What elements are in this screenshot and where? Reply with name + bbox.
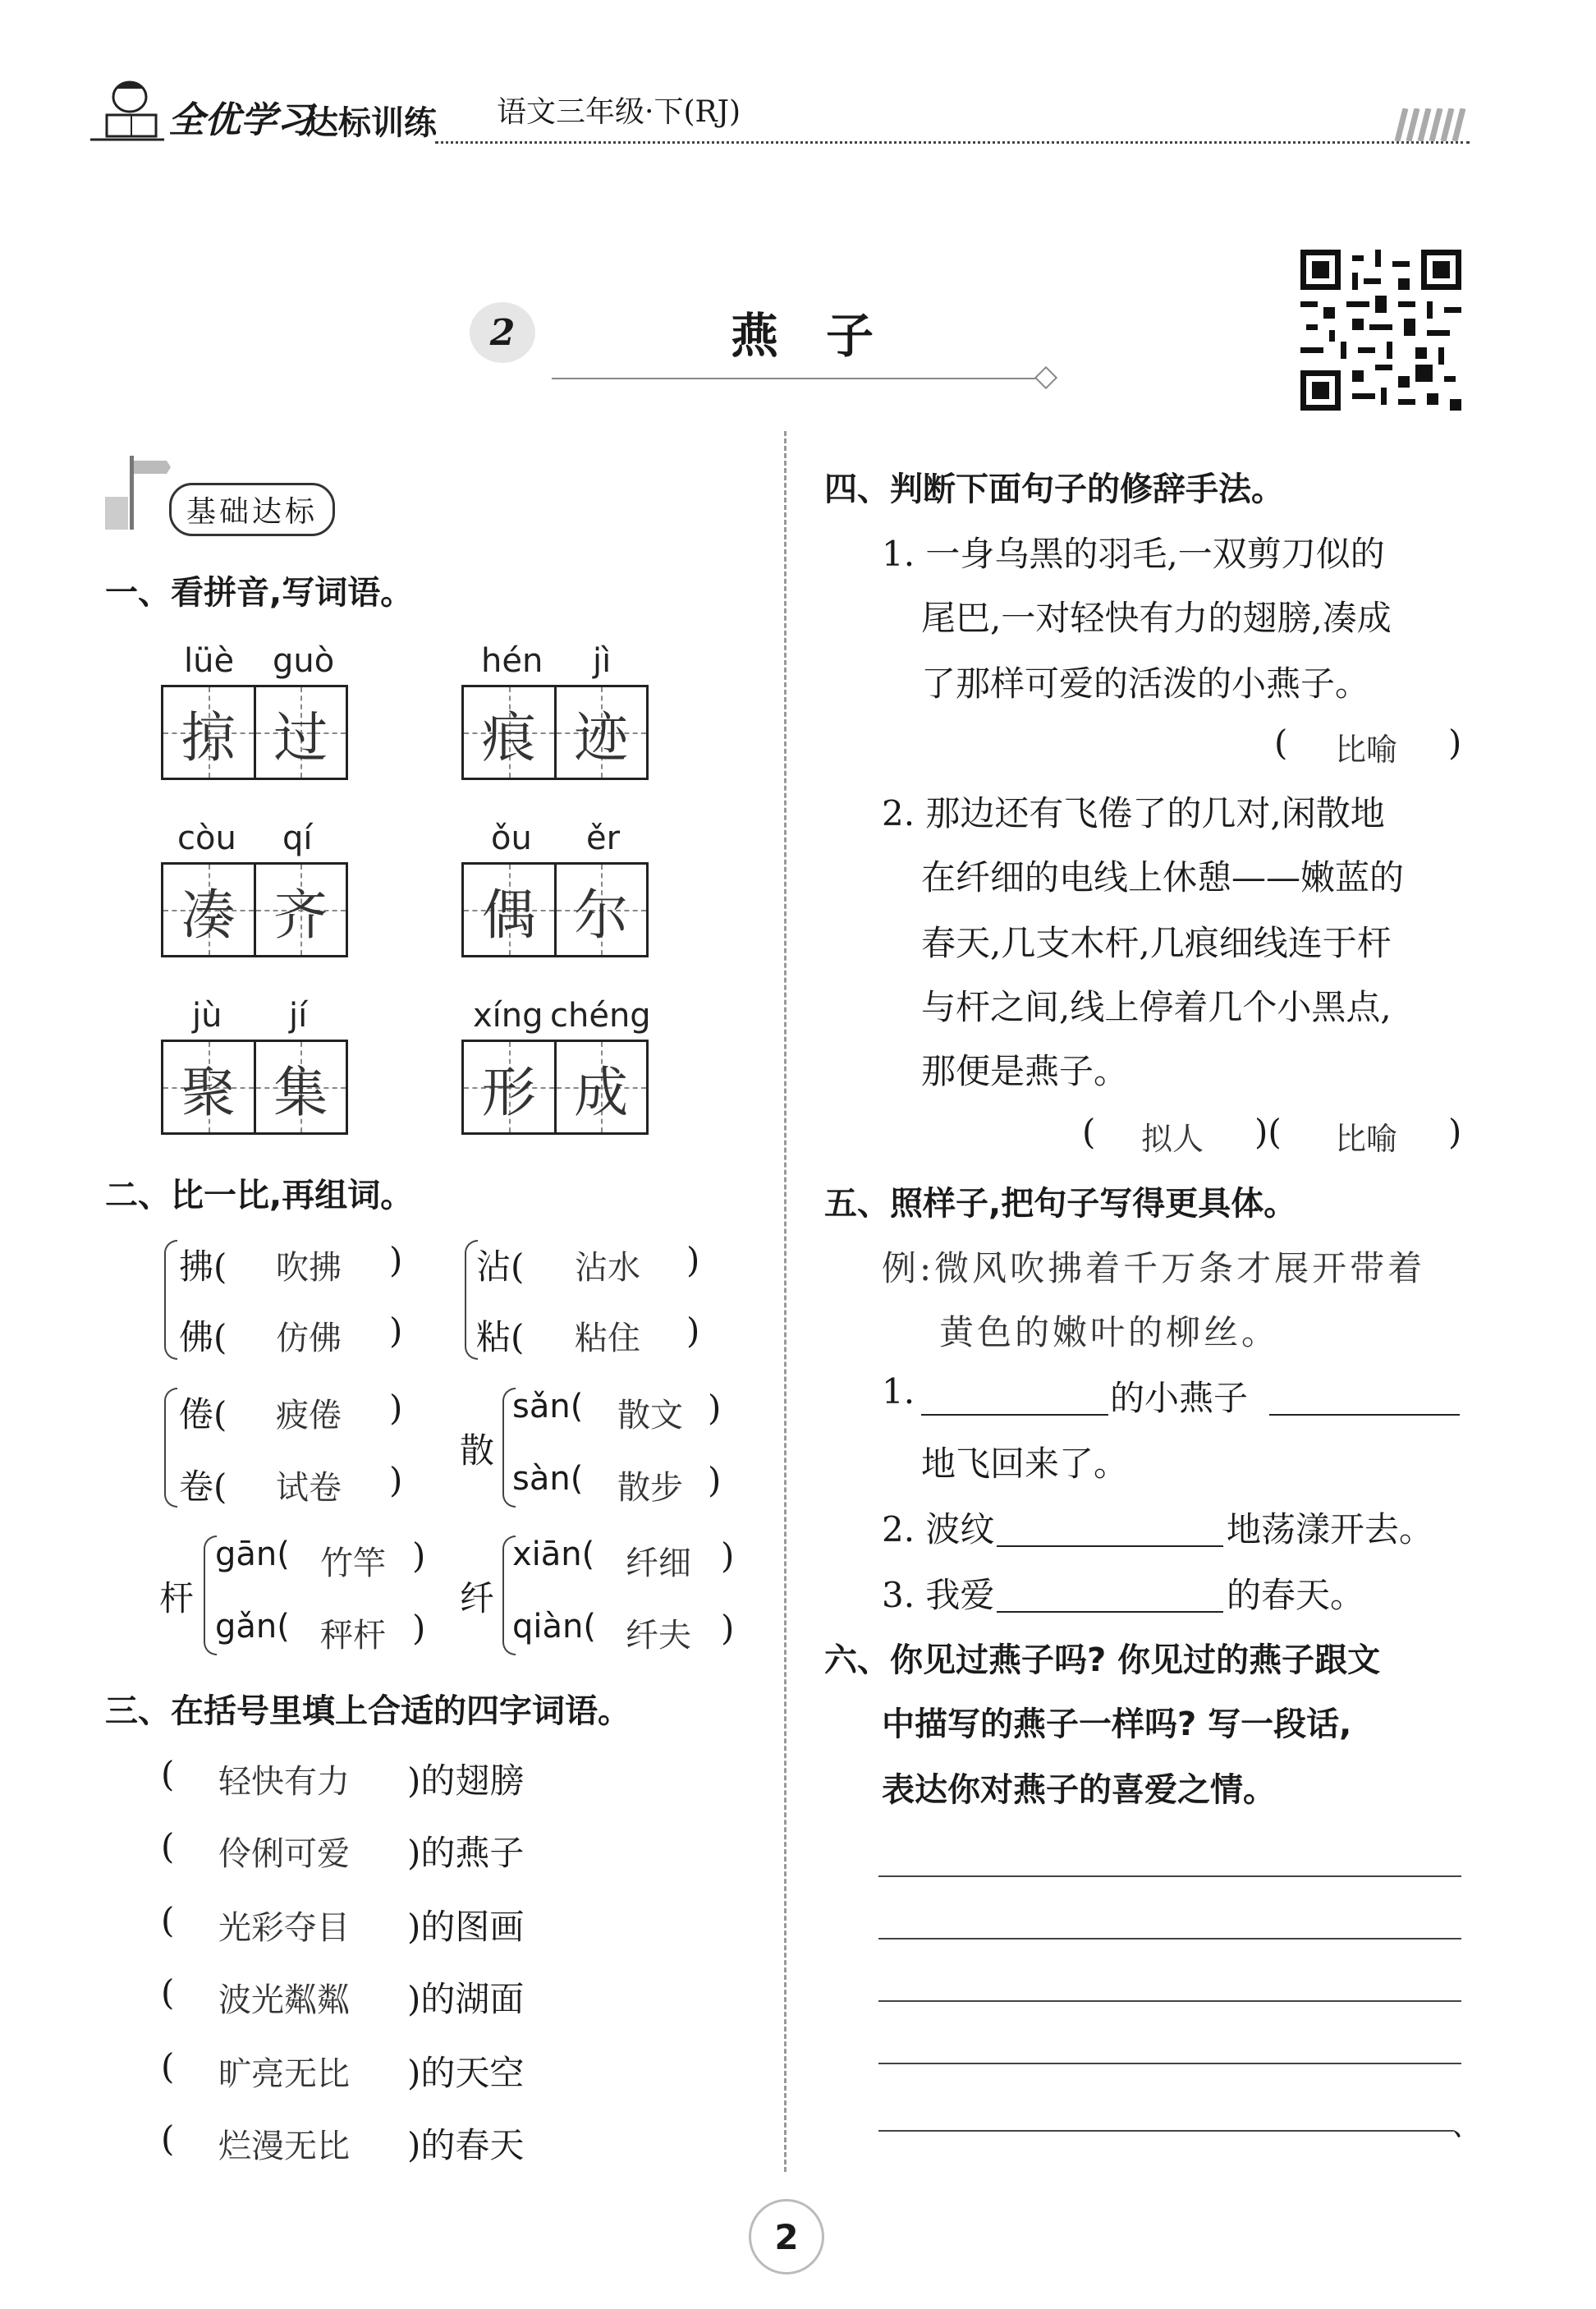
compare-answer[interactable]: 竹竿 (320, 1545, 386, 1582)
compare-char: sǎn( (512, 1388, 584, 1425)
open-paren: ( (161, 1754, 175, 1794)
qr-code-icon[interactable] (1300, 250, 1461, 411)
word-grid (161, 685, 348, 780)
page-number-badge (749, 2199, 824, 2275)
title-underline-diamond (1034, 366, 1057, 389)
compare-close: ) (686, 1311, 700, 1351)
item-1-text: 的小燕子 (1110, 1378, 1249, 1418)
q5-title: 五、照样子,把句子写得更具体。 (824, 1185, 1297, 1223)
polyphone-char: 散 (460, 1430, 495, 1471)
item-2-text: 地荡漾开去。 (1227, 1509, 1434, 1549)
compare-answer[interactable]: 试卷 (276, 1469, 342, 1507)
pinyin: xíng (473, 997, 543, 1035)
compare-char: xiān( (512, 1536, 595, 1573)
example-line: 黄色的嫩叶的柳丝。 (939, 1312, 1280, 1352)
open-paren: ( (161, 2046, 175, 2086)
compare-char: 卷( (179, 1467, 227, 1507)
compare-char: gān( (215, 1536, 290, 1573)
rhetoric-answer[interactable]: 拟人 (1141, 1121, 1204, 1157)
sentence-line: 尾巴,一对轻快有力的翅膀,凑成 (921, 598, 1392, 638)
compare-char: sàn( (512, 1460, 584, 1498)
answer-paren-pair: )( (1254, 1112, 1282, 1152)
compare-char: 拂( (179, 1246, 227, 1287)
pinyin: chéng (550, 997, 651, 1035)
compare-answer[interactable]: 散步 (617, 1469, 683, 1507)
word-grid (461, 1040, 649, 1135)
compare-close: ) (721, 1608, 735, 1648)
pinyin: còu (177, 819, 236, 857)
title-underline (552, 378, 1044, 379)
answer-char: 凑 (181, 883, 236, 947)
polyphone-char: 纤 (460, 1578, 495, 1618)
idiom-noun: )的春天 (407, 2125, 525, 2165)
q6-title-line: 表达你对燕子的喜爱之情。 (882, 1771, 1276, 1809)
idiom-answer[interactable]: 旷亮无比 (218, 2055, 350, 2093)
lesson-number-badge (470, 302, 535, 363)
answer-char: 掠 (181, 705, 236, 769)
compare-close: ) (389, 1460, 403, 1500)
pinyin: lüè (184, 642, 235, 680)
writing-line[interactable] (878, 2063, 1461, 2064)
idiom-answer[interactable]: 伶俐可爱 (218, 1835, 350, 1873)
answer-char: 痕 (481, 705, 536, 769)
blank-line[interactable] (997, 1611, 1223, 1613)
pinyin: ǒu (491, 819, 532, 857)
writing-line[interactable] (878, 2130, 1453, 2132)
pinyin: ěr (586, 819, 621, 857)
compare-char: gǎn( (215, 1608, 290, 1646)
signpost-icon (105, 456, 171, 530)
compare-answer[interactable]: 吹拂 (276, 1249, 342, 1287)
rhetoric-answer[interactable]: 比喻 (1335, 1121, 1398, 1157)
compare-answer[interactable]: 沾水 (575, 1249, 640, 1287)
writing-line[interactable] (878, 1875, 1461, 1877)
pinyin: qí (282, 819, 313, 857)
answer-char: 偶 (481, 883, 536, 947)
idiom-answer[interactable]: 波光粼粼 (218, 1981, 350, 2019)
brand-name: 全优学习 (168, 99, 313, 141)
compare-answer[interactable]: 秤杆 (320, 1617, 386, 1655)
answer-paren-close: ) (1448, 723, 1462, 763)
open-paren: ( (161, 1826, 175, 1866)
sentence-line: 在纤细的电线上休憩——嫩蓝的 (921, 857, 1405, 897)
open-paren: ( (161, 1900, 175, 1940)
writing-line[interactable] (878, 2000, 1461, 2002)
idiom-noun: )的翅膀 (407, 1760, 525, 1801)
compare-close: ) (708, 1460, 722, 1500)
end-mark: 、 (1452, 2109, 1482, 2142)
compare-close: ) (412, 1536, 426, 1576)
q4-title: 四、判断下面句子的修辞手法。 (824, 471, 1284, 508)
example-line: 例:微风吹拂着千万条才展开带着 (882, 1248, 1426, 1288)
q1-title: 一、看拼音,写词语。 (105, 574, 414, 612)
open-paren: ( (161, 1972, 175, 2013)
answer-char: 尔 (574, 883, 629, 947)
compare-close: ) (389, 1388, 403, 1428)
idiom-answer[interactable]: 光彩夺目 (218, 1909, 350, 1947)
answer-char: 齐 (273, 883, 328, 947)
compare-char: 沾( (476, 1246, 525, 1287)
answer-char: 成 (574, 1060, 629, 1124)
idiom-answer[interactable]: 轻快有力 (218, 1763, 350, 1801)
compare-answer[interactable]: 散文 (617, 1397, 683, 1435)
compare-close: ) (708, 1388, 722, 1428)
series-name: 达标训练 (305, 103, 437, 142)
header-stripes-decoration (1389, 108, 1471, 141)
brace (164, 1240, 177, 1360)
item-3-label: 3. 我爱 (882, 1575, 995, 1615)
lesson-title: 燕 子 (731, 308, 874, 364)
pinyin: jí (289, 997, 308, 1035)
compare-close: ) (412, 1608, 426, 1648)
idiom-noun: )的天空 (407, 2053, 525, 2093)
compare-answer[interactable]: 粘住 (575, 1320, 640, 1357)
sentence-line: 了那样可爱的活泼的小燕子。 (921, 663, 1370, 704)
idiom-answer[interactable]: 烂漫无比 (218, 2128, 350, 2165)
student-reading-logo-icon (82, 74, 172, 148)
answer-paren-close: ) (1448, 1112, 1462, 1152)
column-divider (784, 431, 787, 2172)
word-grid (161, 1040, 348, 1135)
answer-paren-open: ( (1082, 1112, 1096, 1152)
compare-close: ) (389, 1240, 403, 1280)
blank-line[interactable] (997, 1545, 1223, 1547)
brace (164, 1388, 177, 1508)
sentence-line: 那便是燕子。 (921, 1051, 1129, 1091)
open-paren: ( (161, 2118, 175, 2159)
header (82, 74, 1470, 148)
idiom-noun: )的湖面 (407, 1979, 525, 2019)
sentence-line: 2. 那边还有飞倦了的几对,闲散地 (882, 793, 1385, 833)
blank-line[interactable] (1269, 1414, 1460, 1416)
idiom-noun: )的图画 (407, 1907, 525, 1947)
blank-line[interactable] (921, 1414, 1108, 1416)
compare-char: 倦( (179, 1394, 227, 1435)
section-badge: 基础达标 (169, 483, 335, 536)
pinyin: jù (192, 997, 222, 1035)
word-grid (461, 685, 649, 780)
rhetoric-answer[interactable]: 比喻 (1335, 732, 1398, 768)
word-grid (461, 862, 649, 957)
q3-title: 三、在括号里填上合适的四字词语。 (105, 1692, 631, 1730)
answer-char: 迹 (574, 705, 629, 769)
answer-char: 集 (273, 1060, 328, 1124)
sentence-line: 1. 一身乌黑的羽毛,一双剪刀似的 (882, 534, 1385, 574)
pinyin: jì (593, 642, 612, 680)
compare-answer[interactable]: 疲倦 (276, 1397, 342, 1435)
writing-line[interactable] (878, 1938, 1461, 1939)
compare-answer[interactable]: 纤夫 (626, 1617, 691, 1655)
q6-title-line: 中描写的燕子一样吗? 写一段话, (882, 1705, 1352, 1743)
q6-title-line: 六、你见过燕子吗? 你见过的燕子跟文 (824, 1641, 1381, 1679)
item-3-text: 的春天。 (1227, 1575, 1365, 1615)
lesson-number: 2 (489, 311, 516, 354)
compare-answer[interactable]: 仿佛 (276, 1320, 342, 1357)
page-number: 2 (774, 2216, 799, 2257)
answer-paren-open: ( (1274, 723, 1288, 763)
answer-char: 过 (273, 705, 328, 769)
compare-close: ) (721, 1536, 735, 1576)
item-1-label: 1. (882, 1371, 915, 1412)
sentence-line: 春天,几支木杆,几痕细线连于杆 (921, 923, 1392, 963)
pinyin: guò (273, 642, 335, 680)
pinyin: hén (481, 642, 543, 680)
answer-char: 形 (481, 1060, 536, 1124)
polyphone-char: 杆 (159, 1578, 195, 1618)
item-2-label: 2. 波纹 (882, 1509, 995, 1549)
word-grid (161, 862, 348, 957)
compare-char: 佛( (179, 1317, 227, 1357)
idiom-noun: )的燕子 (407, 1833, 525, 1873)
header-dotted-rule (435, 141, 1470, 144)
compare-char: 粘( (476, 1317, 525, 1357)
compare-char: qiàn( (512, 1608, 596, 1646)
item-1-text-cont: 地飞回来了。 (921, 1444, 1129, 1484)
subject-label: 语文三年级·下(RJ) (497, 95, 741, 129)
sentence-line: 与杆之间,线上停着几个小黑点, (921, 987, 1392, 1027)
compare-close: ) (686, 1240, 700, 1280)
compare-close: ) (389, 1311, 403, 1351)
compare-answer[interactable]: 纤细 (626, 1545, 691, 1582)
q2-title: 二、比一比,再组词。 (105, 1177, 414, 1214)
answer-char: 聚 (181, 1060, 236, 1124)
